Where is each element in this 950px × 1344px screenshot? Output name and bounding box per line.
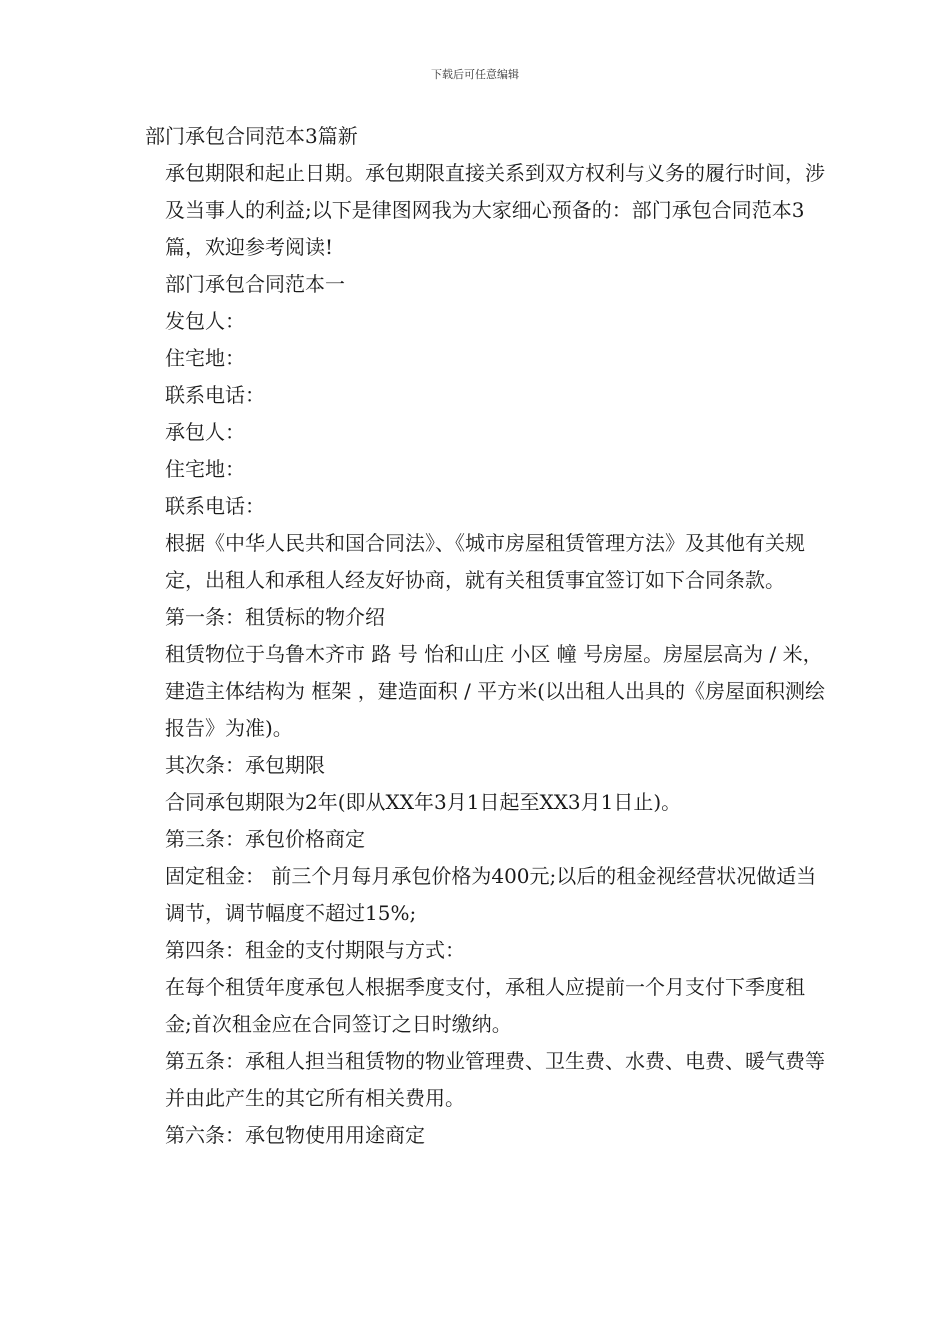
paragraph: 第六条：承包物使用用途商定 xyxy=(165,1123,425,1147)
paragraph: 住宅地： xyxy=(165,457,245,481)
paragraph-list xyxy=(145,155,825,1154)
paragraph: 其次条：承包期限 xyxy=(165,753,325,777)
paragraph: 第三条：承包价格商定 xyxy=(165,827,365,851)
paragraph: 根据《中华人民共和国合同法》、《城市房屋租赁管理方法》及其他有关规定，出租人和承租人经友好协商，就有关租赁事宜签订如下合同条款。 xyxy=(165,531,805,592)
document-body xyxy=(145,118,825,1154)
paragraph: 部门承包合同范本一 xyxy=(165,272,345,296)
paragraph: 租赁物位于乌鲁木齐市 路 号 怡和山庄 小区 幢 号房屋。房屋层高为 / 米，建造主体结构为 框架 ，建造面积 / 平方米(以出租人出具的《房屋面积测绘报告》为准)。 xyxy=(165,642,825,740)
document-title: 部门承包合同范本3篇新 xyxy=(145,124,358,148)
header-note: 下载后可任意编辑 xyxy=(431,68,519,81)
paragraph: 合同承包期限为2年(即从XX年3月1日起至XX3月1日止)。 xyxy=(165,790,682,814)
paragraph: 住宅地： xyxy=(165,346,245,370)
paragraph: 承包期限和起止日期。承包期限直接关系到双方权利与义务的履行时间，涉及当事人的利益;以下是律图网我为大家细心预备的：部门承包合同范本3篇，欢迎参考阅读! xyxy=(165,161,825,259)
paragraph: 联系电话： xyxy=(165,494,265,518)
paragraph: 第一条：租赁标的物介绍 xyxy=(165,605,385,629)
paragraph: 第五条：承租人担当租赁物的物业管理费、卫生费、水费、电费、暖气费等并由此产生的其它所有相关费用。 xyxy=(165,1049,825,1110)
paragraph: 在每个租赁年度承包人根据季度支付，承租人应提前一个月支付下季度租金;首次租金应在合同签订之日时缴纳。 xyxy=(165,975,805,1036)
paragraph: 固定租金： 前三个月每月承包价格为400元;以后的租金视经营状况做适当调节，调节幅度不超过15%; xyxy=(165,864,817,925)
paragraph: 发包人： xyxy=(165,309,245,333)
paragraph: 第四条：租金的支付期限与方式： xyxy=(165,938,465,962)
paragraph: 承包人： xyxy=(165,420,245,444)
paragraph: 联系电话： xyxy=(165,383,265,407)
